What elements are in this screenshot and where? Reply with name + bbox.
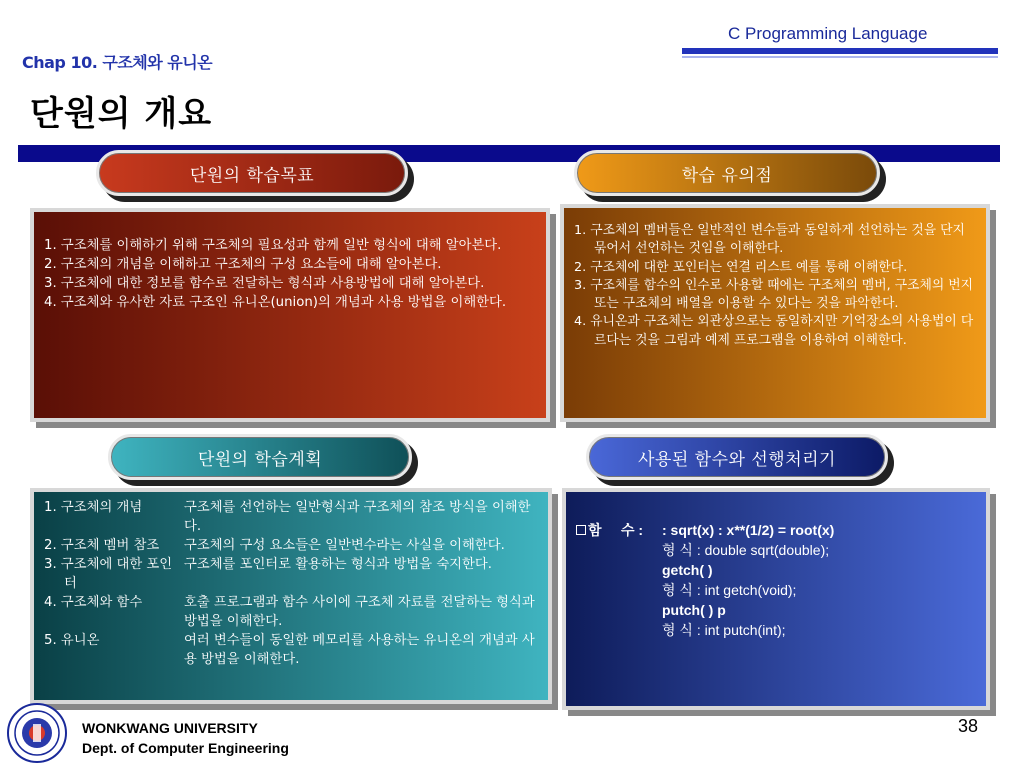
goals-header (96, 150, 408, 196)
notes-box (560, 204, 990, 422)
note-item-2: 2. 구조체에 대한 포인터는 연결 리스트 예를 통해 이해한다. (574, 259, 908, 275)
plan-row-1 (44, 498, 538, 536)
course-underline (682, 48, 998, 54)
plan-row-4 (44, 593, 538, 631)
function-line-3: getch( ) (662, 562, 713, 578)
plan-row-label: 1. 구조체의 개념 (44, 500, 143, 515)
function-line-1: : sqrt(x) : x**(1/2) = root(x) (662, 522, 835, 538)
function-line-6: 형 식 : int putch(int); (662, 622, 786, 638)
notes-header-label: 학습 유의점 (574, 150, 880, 196)
goal-item-4: 4. 구조체와 유사한 자료 구조인 유니온(union)의 개념과 사용 방법을 이해한다. (44, 295, 507, 310)
university-name: WONKWANG UNIVERSITY (82, 720, 258, 736)
notes-header (574, 150, 880, 196)
function-line-2: 형 식 : double sqrt(double); (662, 542, 830, 558)
functions-header-label: 사용된 함수와 선행처리기 (586, 434, 888, 480)
plan-header (108, 434, 412, 480)
note-item-1: 1. 구조체의 멤버들은 일반적인 변수들과 동일하게 선언하는 것을 단지 묶어서 선언하는 것임을 이해한다. (574, 223, 965, 257)
plan-header-label: 단원의 학습계획 (108, 434, 412, 480)
function-row-5 (576, 600, 976, 620)
note-item-4: 4. 유니온과 구조체는 외관상으로는 동일하지만 기억장소의 사용법이 다르다는 것을 그림과 예제 프로그램을 이용하여 이해한다. (574, 314, 974, 348)
plan-row-label: 2. 구조체 멤버 참조 (44, 538, 160, 553)
functions-header (586, 434, 888, 480)
checkbox-bullet-icon (576, 525, 586, 535)
plan-row-3 (44, 555, 538, 593)
goals-header-label: 단원의 학습목표 (96, 150, 408, 196)
note-item-3: 3. 구조체를 함수의 인수로 사용할 때에는 구조체의 멤버, 구조체의 번지 또는 구조체의 배열을 이용할 수 있다는 것을 파악한다. (574, 277, 974, 312)
function-label: 함 수 : (588, 522, 647, 538)
function-row-6 (576, 620, 976, 640)
department-name: Dept. of Computer Engineering (82, 740, 289, 756)
function-line-4: 형 식 : int getch(void); (662, 582, 797, 598)
plan-row-desc: 구조체를 포인터로 활용하는 형식과 방법을 숙지한다. (184, 557, 492, 572)
page-number: 38 (958, 716, 979, 736)
plan-row-desc: 구조체를 선언하는 일반형식과 구조체의 참조 방식을 이해한다. (184, 500, 531, 534)
function-row-2 (576, 540, 976, 560)
plan-row-desc: 구조체의 구성 요소들은 일반변수라는 사실을 이해한다. (184, 538, 505, 553)
function-label-spacer (576, 580, 662, 600)
page-title: 단원의 개요 (30, 94, 213, 134)
function-row-3 (576, 560, 976, 580)
course-title: C Programming Language (728, 24, 928, 43)
function-row-4 (576, 580, 976, 600)
chapter-title: Chap 10. 구조체와 유니온 (22, 53, 213, 72)
plan-box (30, 488, 552, 704)
plan-row-5 (44, 631, 538, 669)
university-footer (82, 718, 289, 758)
plan-row-2 (44, 536, 538, 555)
function-label-spacer (576, 540, 662, 560)
plan-row-label: 3. 구조체에 대한 포인터 (44, 557, 173, 591)
function-line-5: putch( ) p (662, 602, 726, 618)
goal-item-2: 2. 구조체의 개념을 이해하고 구조체의 구성 요소들에 대해 알아본다. (44, 257, 442, 272)
function-row-1 (576, 520, 976, 540)
course-underline-shadow (682, 56, 998, 58)
function-label-wrap (576, 520, 662, 540)
plan-row-label: 5. 유니온 (44, 633, 100, 648)
function-label-spacer (576, 560, 662, 580)
functions-box (562, 488, 990, 710)
function-label-spacer (576, 620, 662, 640)
goals-box (30, 208, 550, 422)
university-seal-icon (6, 702, 68, 764)
plan-row-desc: 여러 변수들이 동일한 메모리를 사용하는 유니온의 개념과 사용 방법을 이해한다. (184, 633, 535, 667)
plan-row-desc: 호출 프로그램과 함수 사이에 구조체 자료를 전달하는 형식과 방법을 이해한다. (184, 595, 535, 629)
goal-item-3: 3. 구조체에 대한 정보를 함수로 전달하는 형식과 사용방법에 대해 알아본다. (44, 276, 485, 291)
plan-row-label: 4. 구조체와 함수 (44, 595, 143, 610)
goal-item-1: 1. 구조체를 이해하기 위해 구조체의 필요성과 함께 일반 형식에 대해 알아본다. (44, 238, 502, 253)
function-label-spacer (576, 600, 662, 620)
